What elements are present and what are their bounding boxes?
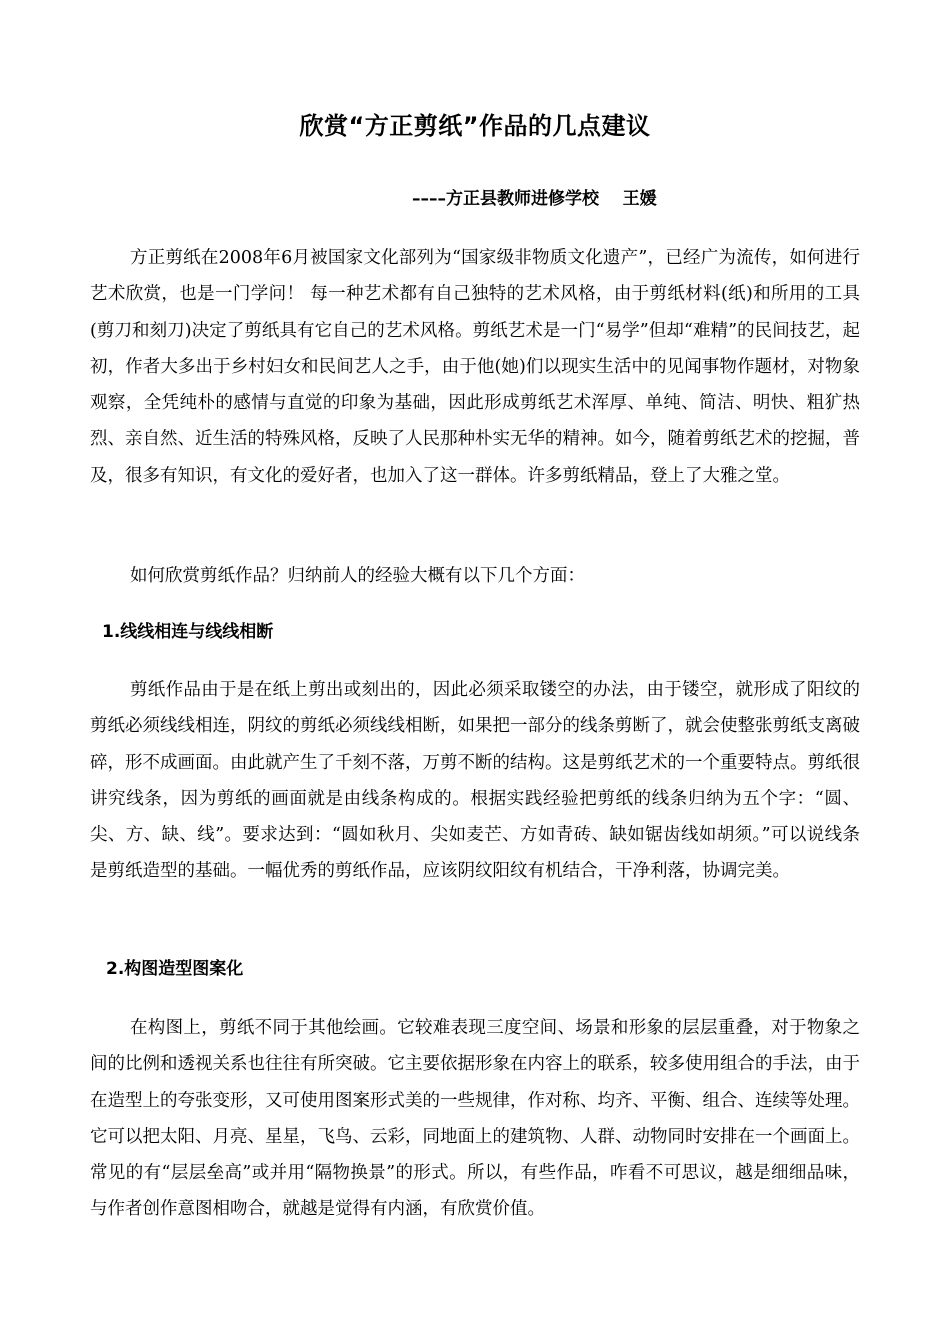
author-byline: ––––方正县教师进修学校 王媛 bbox=[412, 189, 657, 209]
intro-paragraph: 方正剪纸在2008年6月被国家文化部列为“国家级非物质文化遗产”，已经广为流传，如何进行艺术欣赏，也是一门学问！ 每一种艺术都有自己独特的艺术风格，由于剪纸材料(纸)和所用的工具(剪刀和刻刀)决定了剪纸具有它自己的艺术风格。剪纸艺术是一门“易学”但却“难精”的民间技艺，起初，作者大多出于乡村妇女和民间艺人之手，由于他(她)们以现实生活中的见闻事物作题材，对物象观察，全凭纯朴的感情与直觉的印象为基础，因此形成剪纸艺术浑厚、单纯、简洁、明快、粗犷热烈、亲自然、近生活的特殊风格，反映了人民那种朴实无华的精神。如今，随着剪纸艺术的挖掘，普及，很多有知识，有文化的爱好者，也加入了这一群体。许多剪纸精品，登上了大雅之堂。 bbox=[90, 248, 860, 486]
document-title: 欣赏“方正剪纸”作品的几点建议 bbox=[299, 112, 651, 140]
section-heading-1: 1.线线相连与线线相断 bbox=[102, 622, 274, 642]
section-paragraph-1: 剪纸作品由于是在纸上剪出或刻出的，因此必须采取镂空的办法，由于镂空，就形成了阳纹的剪纸必须线线相连，阴纹的剪纸必须线线相断，如果把一部分的线条剪断了，就会使整张剪纸支离破碎，形不成画面。由此就产生了千刻不落，万剪不断的结构。这是剪纸艺术的一个重要特点。剪纸很讲究线条，因为剪纸的画面就是由线条构成的。根据实践经验把剪纸的线条归纳为五个字：“圆、尖、方、缺、线”。要求达到：“圆如秋月、尖如麦芒、方如青砖、缺如锯齿线如胡须。”可以说线条是剪纸造型的基础。一幅优秀的剪纸作品，应该阴纹阳纹有机结合，干净利落，协调完美。 bbox=[90, 680, 860, 882]
section-paragraph-2: 在构图上，剪纸不同于其他绘画。它较难表现三度空间、场景和形象的层层重叠，对于物象之间的比例和透视关系也往往有所突破。它主要依据形象在内容上的联系，较多使用组合的手法，由于在造型上的夸张变形，又可使用图案形式美的一些规律，作对称、均齐、平衡、组合、连续等处理。它可以把太阳、月亮、星星，飞鸟、云彩，同地面上的建筑物、人群、动物同时安排在一个画面上。常见的有“层层垒高”或并用“隔物换景”的形式。所以，有些作品，咋看不可思议，越是细细品味，与作者创作意图相吻合，就越是觉得有内涵，有欣赏价值。 bbox=[90, 1018, 860, 1220]
section-heading-2: 2.构图造型图案化 bbox=[106, 959, 244, 979]
question-paragraph: 如何欣赏剪纸作品？归纳前人的经验大概有以下几个方面： bbox=[130, 566, 585, 586]
